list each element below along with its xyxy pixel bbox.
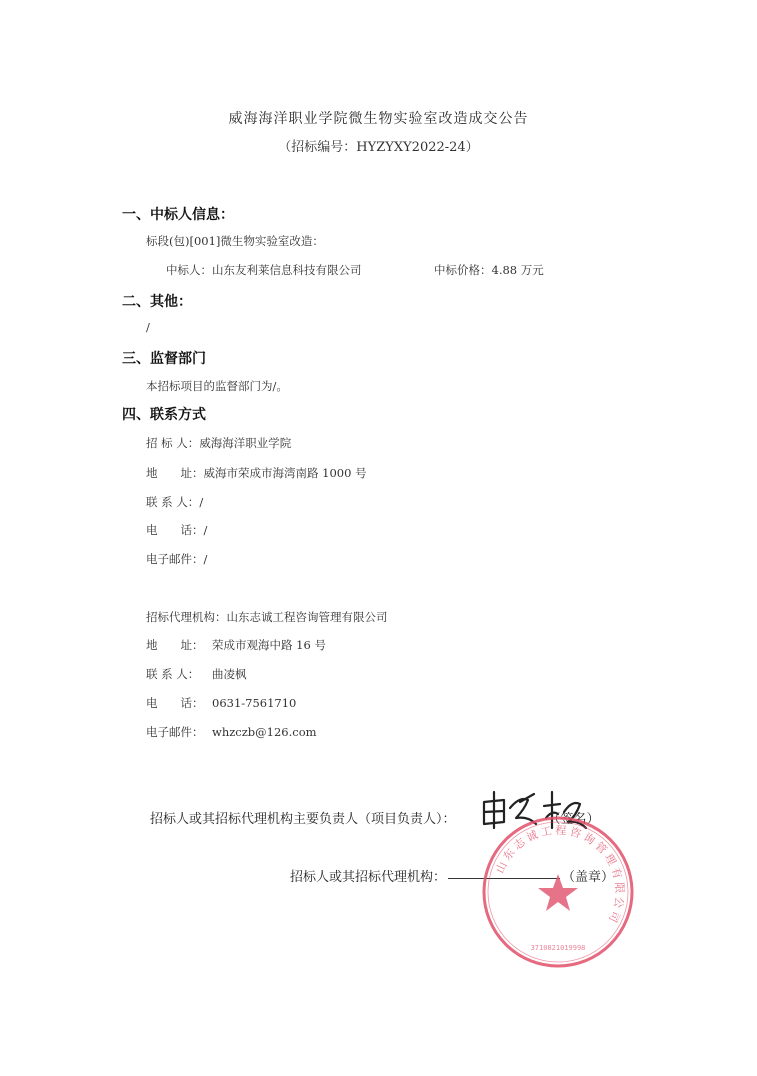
section-other-heading: 二、其他：: [122, 294, 192, 310]
page-title: 威海海洋职业学院微生物实验室改造成交公告: [228, 111, 529, 127]
company-seal: [478, 812, 638, 972]
org-seal-line: 招标人或其招标代理机构： （盖章）: [290, 870, 615, 885]
seal-number: 3710821019998: [530, 944, 586, 952]
price-line: 中标价格：4.88 万元: [434, 263, 544, 277]
contact-row: 地 址：威海市荣成市海湾南路 1000 号: [146, 466, 367, 480]
contact-row: 招 标 人：威海海洋职业学院: [146, 436, 292, 450]
section-contact-heading: 四、联系方式: [122, 407, 206, 423]
section-supervision-heading: 三、监督部门: [122, 351, 206, 367]
agency-row: 电子邮件： whzczb@126.com: [146, 725, 317, 739]
agency-row: 联 系 人： 曲凌枫: [146, 667, 247, 681]
tender-number: （招标编号：HYZYXY2022-24）: [278, 140, 479, 155]
contact-row: 电子邮件：/: [146, 552, 208, 566]
agency-row: 地 址： 荣成市观海中路 16 号: [146, 638, 326, 652]
lot-line: 标段(包)[001]微生物实验室改造：: [146, 234, 324, 248]
agency-row: 招标代理机构：山东志诚工程咨询管理有限公司: [146, 610, 388, 624]
supervision-text: 本招标项目的监督部门为/。: [146, 379, 288, 393]
section-winner-heading: 一、中标人信息：: [122, 207, 234, 223]
seal-text: 山东志诚工程咨询管理有限公司: [493, 823, 627, 928]
winner-line: 中标人：山东友利莱信息科技有限公司: [166, 263, 362, 277]
leader-signature-line: 招标人或其招标代理机构主要负责人（项目负责人）： （签名）: [150, 812, 600, 827]
other-text: /: [146, 320, 150, 334]
contact-row: 电 话：/: [146, 523, 208, 537]
contact-row: 联 系 人：/: [146, 495, 204, 509]
agency-row: 电 话： 0631-7561710: [146, 696, 297, 710]
